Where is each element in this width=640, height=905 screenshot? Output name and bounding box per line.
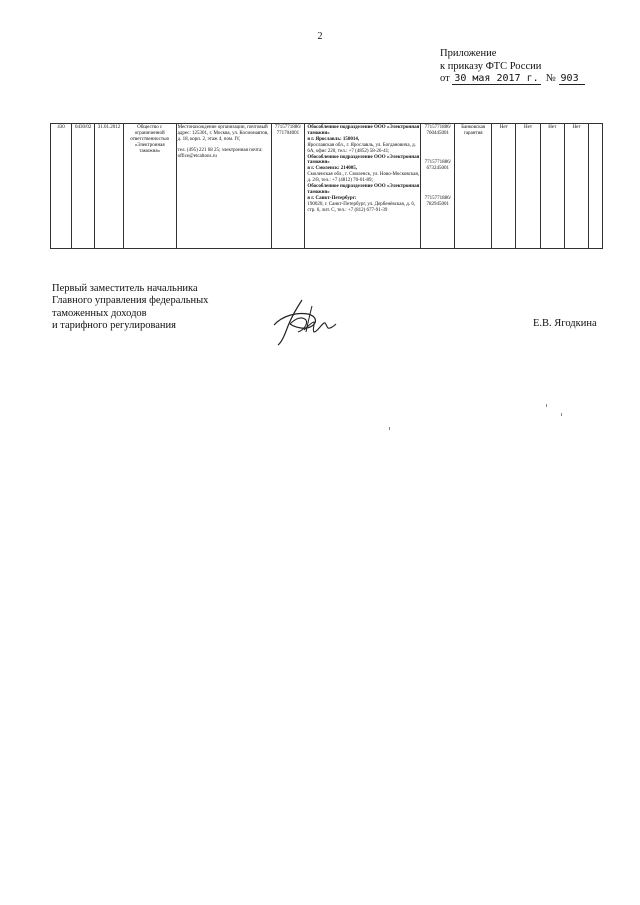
appendix-order-ref: к приказу ФТС России — [440, 60, 542, 72]
branch-3-kpp: 7715771886/ 782945001 — [424, 195, 451, 207]
signer-line-1: Первый заместитель начальника — [52, 283, 198, 294]
location-contacts: тел. (495) 221 68 25; электронная почта: office@etcaltons.ru — [177, 147, 263, 159]
branch-2-city: в г. Смоленск: 214005, — [307, 166, 358, 172]
cell-col-a: Нет — [492, 124, 516, 249]
branch-1-address: Ярославская обл., г. Ярославль, ул. Богдановича, д. 6А, офис 220, тел.: +7 (4852) 58-26-41; — [307, 142, 416, 154]
registry-table — [50, 123, 603, 249]
appendix-title: Приложение — [440, 48, 497, 59]
cell-col-b: Нет — [516, 124, 540, 249]
branch-2-kpp: 7715771886/ 673245001 — [424, 159, 451, 171]
cell-inn-kpp: 7715771886/ 771704001 — [271, 124, 305, 249]
branch-2-address: Смоленская обл., г. Смоленск, ул. Ново-Московская, д. 2/8, тел.: +7 (4812) 70-01-89; — [307, 172, 419, 184]
cell-guarantee: Банковская гарантия — [455, 124, 492, 249]
branch-2-title: Обособленное подразделение ООО «Электронная таможня» — [307, 154, 420, 166]
branch-1-kpp: 7715771886/ 760445001 — [424, 125, 451, 136]
appendix-header — [440, 48, 585, 86]
cell-location — [176, 124, 271, 249]
number-prefix: № — [545, 73, 556, 84]
order-number: 903 — [559, 73, 585, 85]
branch-3-city: в г. Санкт-Петербург: — [307, 195, 357, 201]
signer-position — [52, 283, 208, 332]
signer-name: Е.В. Ягодкина — [533, 318, 597, 329]
cell-col-c: Нет — [540, 124, 564, 249]
order-date: 30 мая 2017 г. — [454, 73, 539, 84]
page-number: 2 — [317, 31, 323, 42]
cell-org-name: Общество с ограниченной ответственностью «Электронная таможня» — [123, 124, 176, 249]
cell-num: 430 — [51, 124, 72, 249]
signer-line-2: Главного управления федеральных — [52, 295, 209, 307]
date-prefix: от — [440, 73, 450, 84]
cell-col-d: Нет — [564, 124, 588, 249]
branch-3-title: Обособленное подразделение ООО «Электронная таможня» — [307, 184, 420, 195]
cell-date: 31.01.2012 — [95, 124, 123, 249]
handwritten-signature — [268, 292, 338, 347]
cell-branches — [305, 124, 421, 249]
cell-reg-number: 0430/02 — [72, 124, 95, 249]
location-address: Местонахождение организации, почтовый адрес: 125301, г. Москва, ул. Космонавтов, д. 18, корп. 2, этаж 4, пом. IV, — [177, 125, 269, 142]
cell-branch-kpp — [421, 124, 455, 249]
table-row — [51, 124, 603, 249]
signer-line-4: и тарифного регулирования — [52, 319, 176, 331]
branch-1-city: в г. Ярославль: 150014, — [307, 136, 360, 142]
signer-line-3: таможенных доходов — [52, 307, 147, 319]
branch-3-address: 190020, г. Санкт-Петербург, ул. Дербенёвская, д. 6, стр. 6, лит. С, тел.: +7 (812) 677-91-39 — [307, 201, 416, 213]
branch-1-title: Обособленное подразделение ООО «Электронная таможня» — [307, 125, 420, 136]
appendix-date-line — [440, 73, 585, 86]
cell-empty — [589, 124, 603, 249]
